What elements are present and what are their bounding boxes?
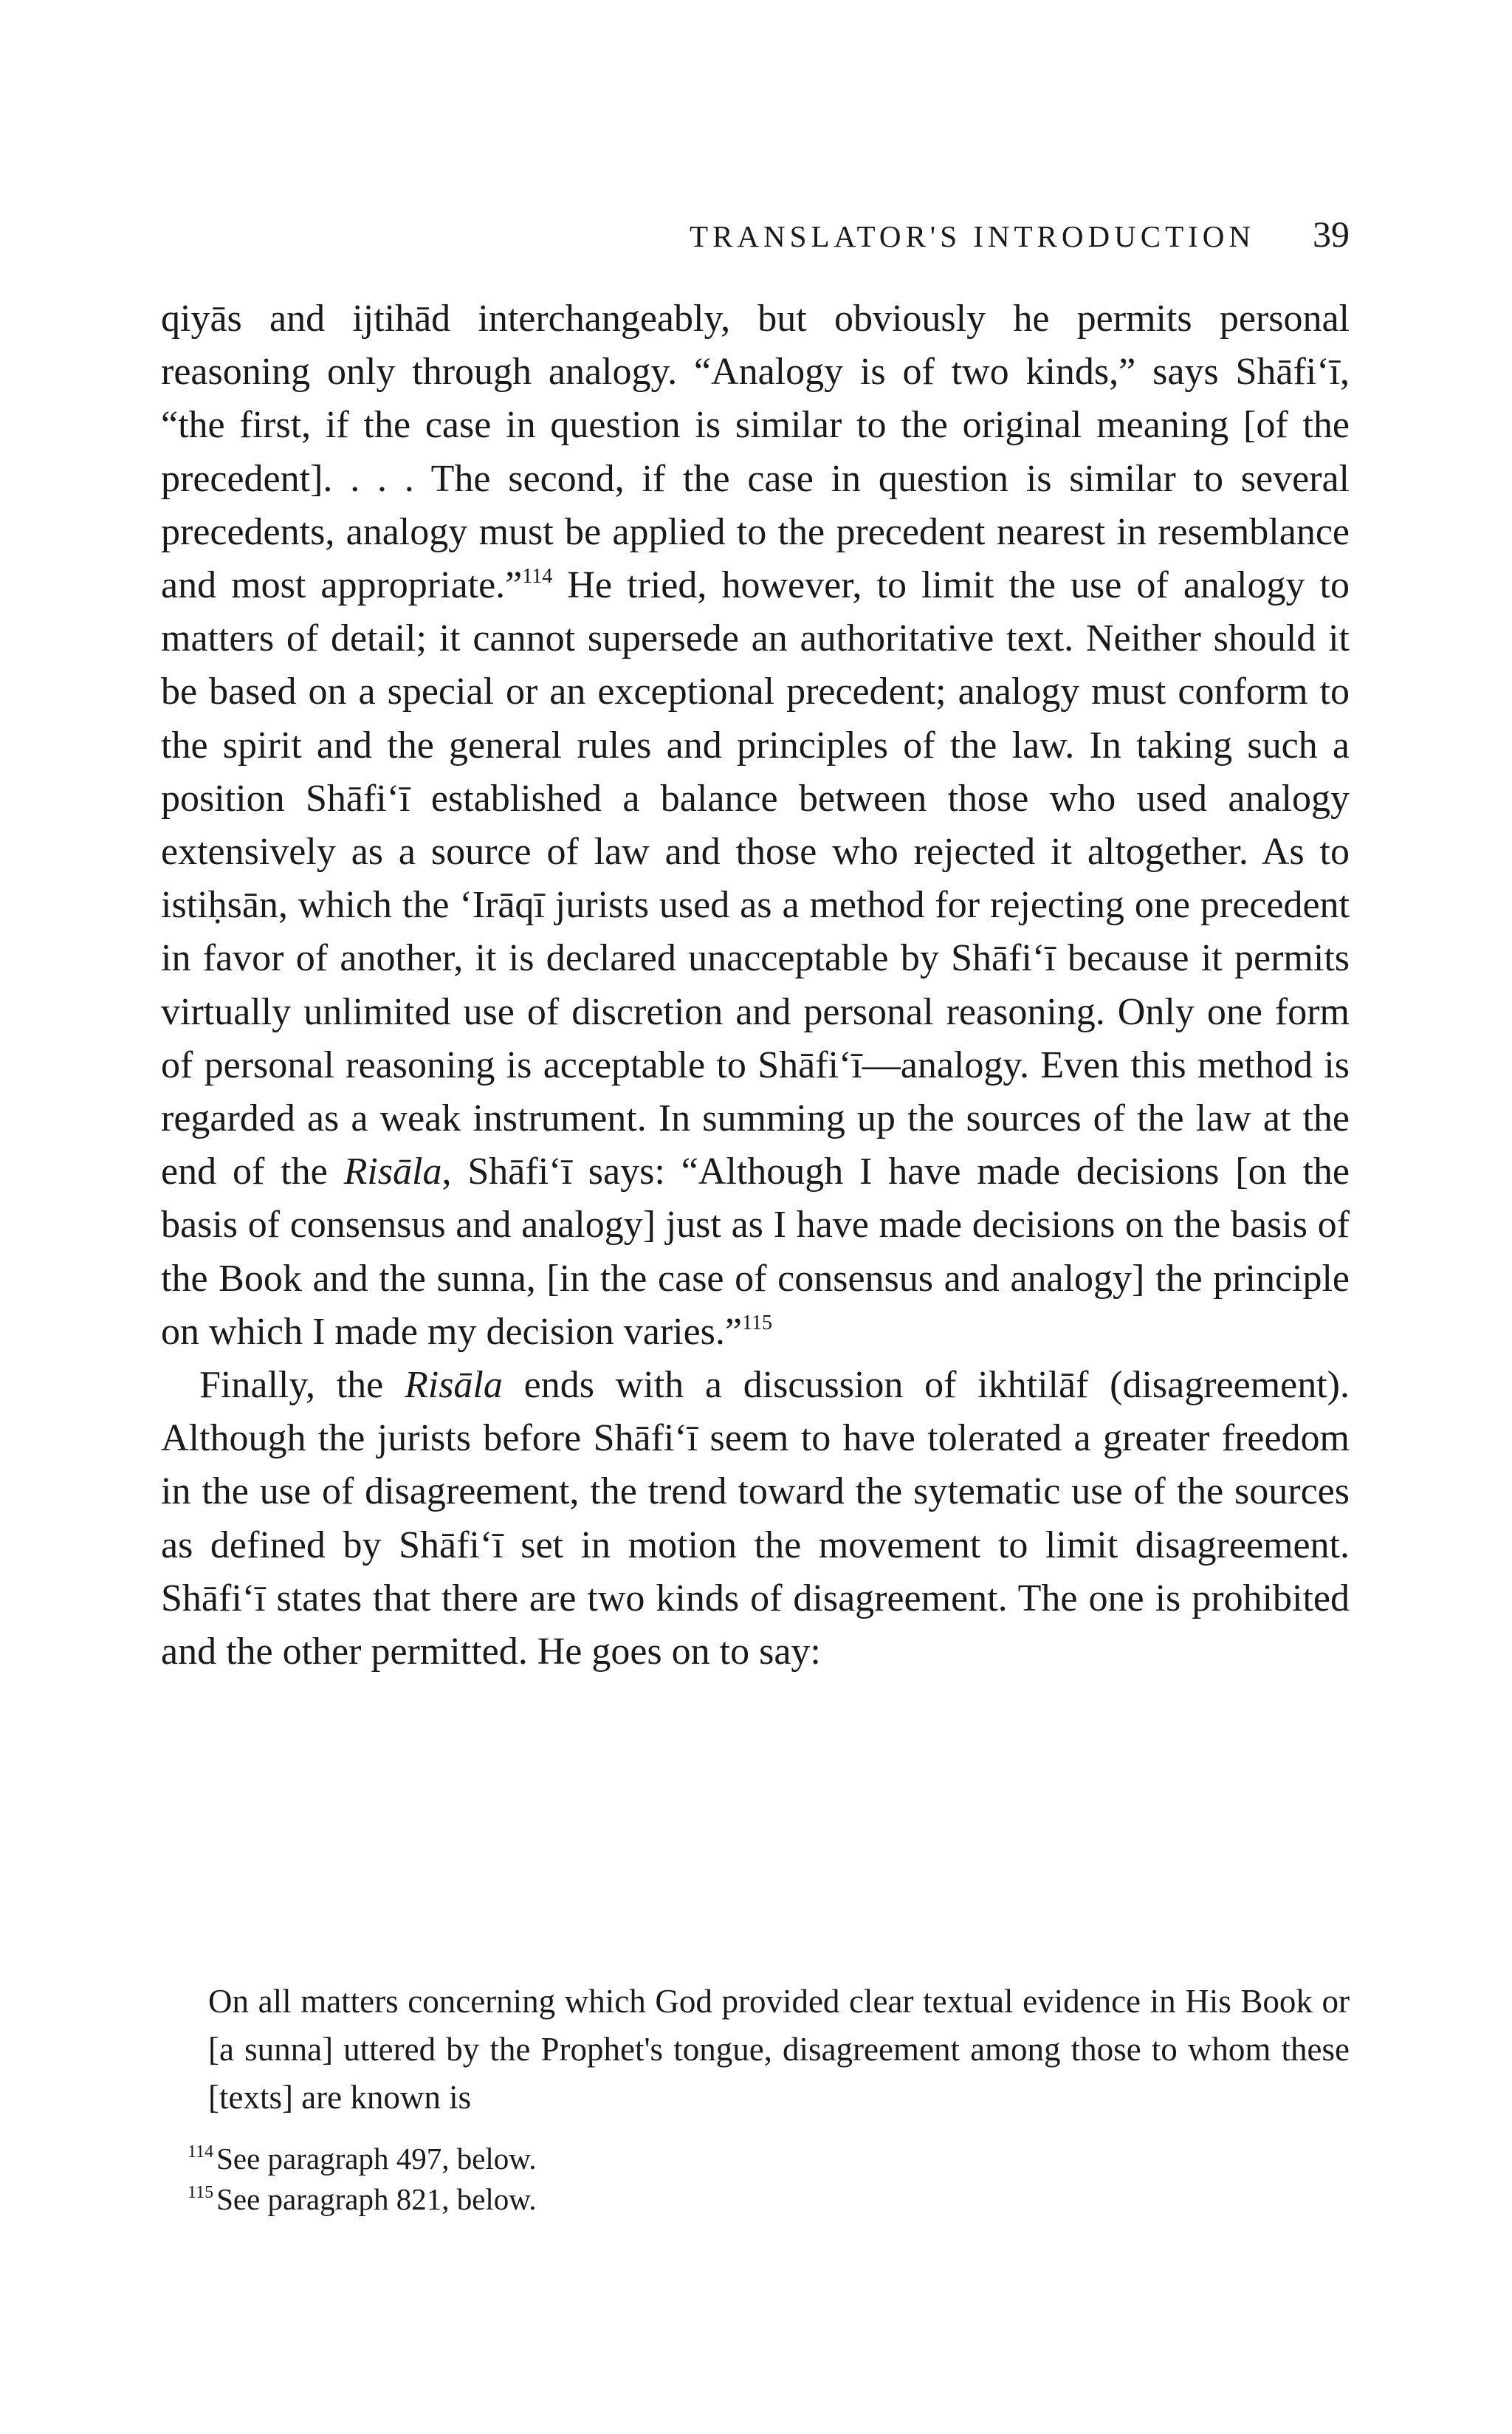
footnote-ref-115: 115 bbox=[741, 1311, 772, 1334]
footnote-number: 115 bbox=[188, 2183, 214, 2202]
paragraph-2-part-2: ends with a discussion of ikhtilāf (disagreement). Although the jurists before Shāfi‘ī seem to have tolerated a greater freedom in the use of disagreement, the trend toward the sytematic use of the sources as defined by Shāfi‘ī set in motion the movement to limit disagreement. Shāfi‘ī states that there are two kinds of disagreement. The one is prohibited and the other permitted. He goes on to say: bbox=[161, 1364, 1350, 1673]
footnote-114 bbox=[188, 2139, 1350, 2179]
block-quote: On all matters concerning which God provided clear textual evidence in His Book or [a sunna] uttered by the Prophet's tongue, disagreement among those to whom these [texts] are known is bbox=[208, 1983, 1350, 2116]
paragraph-2-part-1: Finally, the bbox=[199, 1364, 405, 1407]
page-number: 39 bbox=[1313, 213, 1350, 255]
running-head bbox=[161, 213, 1350, 256]
footnote-text: See paragraph 497, below. bbox=[216, 2142, 537, 2176]
footnote-number: 114 bbox=[188, 2142, 214, 2162]
paragraph-1 bbox=[161, 292, 1350, 1359]
body-text bbox=[161, 292, 1350, 1679]
risala-title-2: Risāla bbox=[404, 1364, 503, 1407]
running-head-title: TRANSLATOR'S INTRODUCTION bbox=[690, 219, 1255, 253]
footnote-text: See paragraph 821, below. bbox=[216, 2182, 537, 2216]
footnote-115 bbox=[188, 2179, 1350, 2220]
paragraph-1-part-3: , Shāfi‘ī says: “Although I have made decisions [on the basis of consensus and analogy] just as I have made decisions on the basis of the Book and the sunna, [in the case of consensus and analogy] the principle on which I made my decision varies.” bbox=[161, 1151, 1350, 1353]
risala-title-1: Risāla bbox=[343, 1151, 442, 1193]
paragraph-1-part-1: qiyās and ijtihād interchangeably, but obviously he permits personal reasoning only through analogy. “Analogy is of two kinds,” says Shāfi‘ī, “the first, if the case in question is similar to the original meaning [of the precedent]. . . . The second, if the case in question is similar to several precedents, analogy must be applied to the precedent nearest in resemblance and most appropriate.” bbox=[161, 298, 1350, 607]
footnote-ref-114: 114 bbox=[522, 565, 553, 589]
paragraph-1-part-2: He tried, however, to limit the use of analogy to matters of detail; it cannot supersede an authoritative text. Neither should it be based on a special or an exceptional precedent; analogy must conform to the spirit and the general rules and principles of the law. In taking such a position Shāfi‘ī established a balance between those who used analogy extensively as a source of law and those who rejected it altogether. As to istiḥsān, which the ‘Irāqī jurists used as a method for rejecting one precedent in favor of another, it is declared unacceptable by Shāfi‘ī because it permits virtually unlimited use of discretion and personal reasoning. Only one form of personal reasoning is acceptable to Shāfi‘ī—analogy. Even this method is regarded as a weak instrument. In summing up the sources of the law at the end of the bbox=[161, 564, 1350, 1193]
paragraph-2 bbox=[161, 1359, 1350, 1679]
footnotes bbox=[188, 2139, 1350, 2220]
